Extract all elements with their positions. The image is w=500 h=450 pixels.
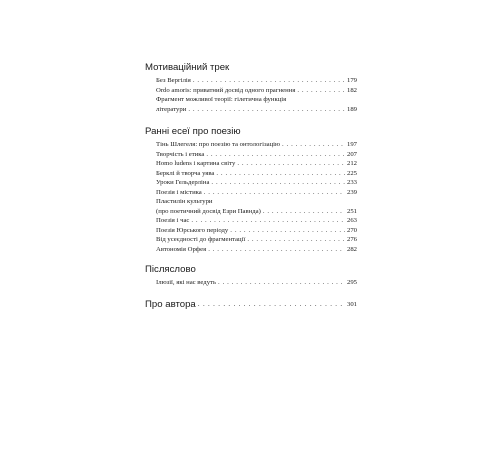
entry-page: 251 bbox=[346, 207, 357, 215]
toc-entry[interactable] bbox=[156, 169, 357, 179]
leader-dots bbox=[216, 169, 345, 179]
entry-page: 301 bbox=[346, 300, 357, 308]
entry-title: Homo ludens і картина світу bbox=[156, 160, 236, 167]
leader-dots bbox=[247, 235, 345, 245]
section-title: Ранні есеї про поезію bbox=[145, 126, 241, 137]
toc-entry[interactable] bbox=[156, 235, 357, 245]
toc-section-motivation bbox=[145, 62, 357, 114]
toc-entry[interactable] bbox=[156, 178, 357, 188]
toc-entry-about-author[interactable] bbox=[145, 299, 357, 311]
leader-dots bbox=[263, 207, 345, 217]
toc-entry[interactable] bbox=[156, 159, 357, 169]
entry-page: 233 bbox=[346, 179, 357, 186]
entry-page: 295 bbox=[346, 279, 357, 286]
leader-dots bbox=[282, 140, 345, 150]
entry-title: Ordo amoris: приватний досвід одного прагнення bbox=[156, 86, 296, 94]
leader-dots bbox=[297, 86, 345, 96]
entry-title: Берклі й творча уява bbox=[156, 169, 215, 177]
entry-title: літератури bbox=[156, 105, 187, 113]
entry-page: 197 bbox=[346, 141, 357, 148]
toc-entry[interactable] bbox=[156, 278, 357, 288]
leader-dots bbox=[191, 216, 345, 226]
toc-entry[interactable] bbox=[156, 86, 357, 96]
entry-page: 179 bbox=[346, 77, 357, 84]
leader-dots bbox=[193, 76, 345, 86]
leader-dots bbox=[218, 278, 345, 288]
toc-section-afterword bbox=[145, 264, 357, 288]
leader-dots bbox=[188, 105, 345, 115]
entry-page: 270 bbox=[346, 226, 357, 234]
toc-entry[interactable] bbox=[156, 150, 357, 160]
entry-page: 263 bbox=[346, 217, 357, 224]
toc-entry[interactable] bbox=[156, 188, 357, 198]
toc-entry[interactable] bbox=[156, 197, 357, 207]
toc-entry[interactable] bbox=[156, 245, 357, 255]
leader-dots bbox=[198, 299, 345, 311]
toc-entry[interactable] bbox=[156, 140, 357, 150]
entry-title: Пластилін культури bbox=[156, 198, 213, 205]
toc-section-early-essays bbox=[145, 126, 357, 254]
entry-page: 282 bbox=[346, 245, 357, 253]
entry-title: Автономія Орфея bbox=[156, 245, 207, 253]
entry-title: Від усеєдності до фрагментації bbox=[156, 236, 246, 243]
entry-title: Поезія і час bbox=[156, 217, 190, 224]
section-title: Мотиваційний трек bbox=[145, 62, 230, 73]
toc-entry[interactable] bbox=[156, 226, 357, 236]
entry-page: 239 bbox=[346, 188, 357, 196]
leader-dots bbox=[237, 159, 345, 169]
entry-title: Про автора bbox=[145, 298, 196, 310]
toc-entry[interactable] bbox=[156, 76, 357, 86]
entry-page: 212 bbox=[346, 160, 357, 167]
entry-page: 182 bbox=[346, 86, 357, 94]
section-title: Післяслово bbox=[145, 264, 196, 275]
entry-title: Поезія і містика bbox=[156, 188, 202, 196]
leader-dots bbox=[208, 245, 345, 255]
leader-dots bbox=[211, 178, 345, 188]
entry-title: Уроки Гельдерліна bbox=[156, 179, 210, 186]
table-of-contents bbox=[145, 62, 357, 311]
leader-dots bbox=[230, 226, 345, 236]
entry-page: 225 bbox=[346, 169, 357, 177]
leader-dots bbox=[204, 188, 345, 198]
toc-entry[interactable] bbox=[156, 105, 357, 115]
entry-page: 207 bbox=[346, 150, 357, 158]
toc-entry[interactable] bbox=[156, 207, 357, 217]
entry-title: Без Вергілія bbox=[156, 77, 191, 84]
entry-title: Фрагмент можливої теорії: гілетична функція bbox=[156, 96, 287, 103]
entry-title: Творчість і етика bbox=[156, 150, 205, 158]
toc-entry[interactable] bbox=[156, 216, 357, 226]
entry-title: Тінь Шлегеля: про поезію та онтологізацію bbox=[156, 141, 281, 148]
entry-page: 276 bbox=[346, 236, 357, 243]
entry-page: 189 bbox=[346, 105, 357, 113]
entry-title: (про поетичний досвід Езри Павнда) bbox=[156, 207, 261, 215]
leader-dots bbox=[206, 150, 345, 160]
entry-title: Ілюзії, які нас ведуть bbox=[156, 279, 217, 286]
entry-title: Поезія Юрського періоду bbox=[156, 226, 229, 234]
toc-entry[interactable] bbox=[156, 95, 357, 105]
